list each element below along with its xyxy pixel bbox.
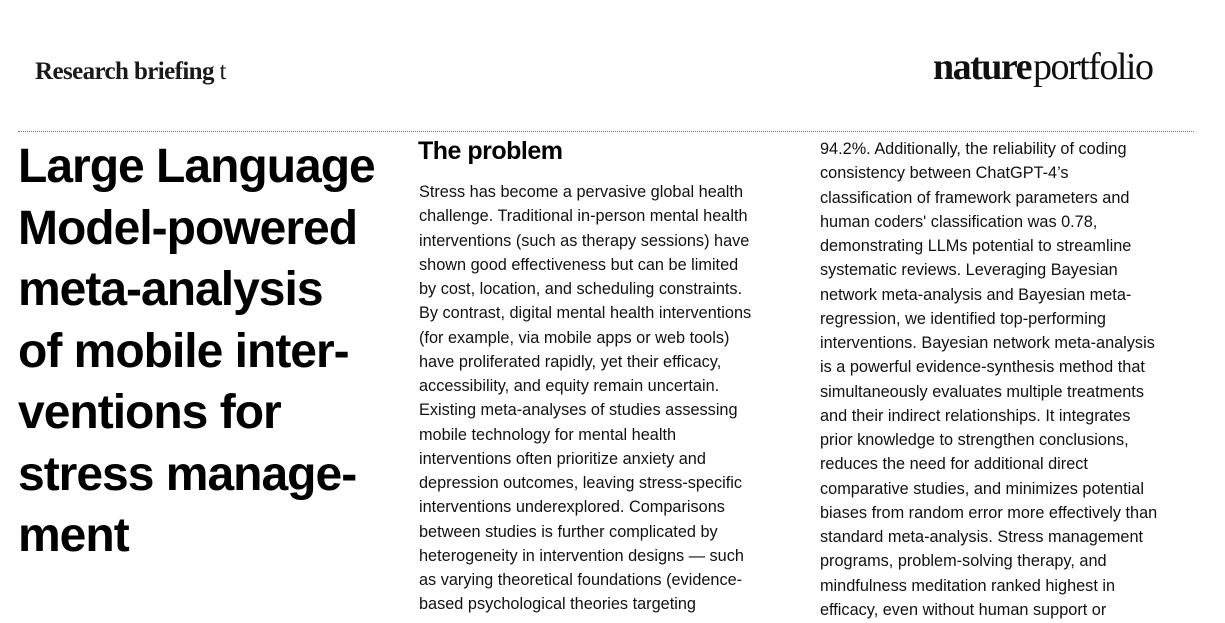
body-line: and their indirect relationships. It integrates (820, 406, 1131, 425)
body-line: systematic reviews. Leveraging Bayesian (820, 261, 1118, 280)
body-line: based psychological theories targeting (419, 595, 696, 614)
body-line: by cost, location, and scheduling constraints. (419, 280, 743, 298)
section-heading: The problem (418, 137, 563, 165)
nature-portfolio-logo (933, 48, 1152, 86)
body-line: shown good effectiveness but can be limited (419, 255, 739, 274)
body-line: comparative studies, and minimizes potential (820, 479, 1144, 498)
body-column-2 (820, 137, 1157, 622)
title-line: ment (18, 509, 129, 562)
body-line: network meta-analysis and Bayesian meta- (820, 285, 1132, 304)
logo-bold-text: nature (933, 46, 1031, 88)
body-line: interventions. Bayesian network meta-analysis (820, 334, 1155, 352)
article-title (18, 136, 403, 567)
body-line: challenge. Traditional in-person mental health (419, 207, 748, 226)
body-line: (for example, via mobile apps or web tools) (419, 328, 730, 347)
title-line: Large Language (18, 140, 375, 193)
body-line: prior knowledge to strengthen conclusions, (820, 431, 1129, 449)
body-line: programs, problem-solving therapy, and (820, 552, 1107, 571)
title-line: stress manage- (18, 447, 357, 501)
body-line: By contrast, digital mental health interventions (419, 304, 752, 323)
body-line: Existing meta-analyses of studies assessing (419, 401, 738, 420)
body-line: have proliferated rapidly, yet their efficacy, (419, 352, 722, 371)
body-line: interventions underexplored. Comparisons (419, 498, 725, 517)
body-line: reduces the need for additional direct (820, 455, 1088, 474)
header-label-text: Research briefing (35, 58, 214, 85)
body-line: accessibility, and equity remain uncertain. (419, 377, 720, 395)
logo-light-text: portfolio (1032, 46, 1153, 88)
body-column-1 (419, 180, 751, 617)
body-line: mobile technology for mental health (419, 425, 677, 444)
header-label (35, 58, 226, 86)
body-line: demonstrating LLMs potential to streamline (820, 237, 1132, 255)
body-line: depression outcomes, leaving stress-specific (419, 474, 743, 492)
body-line: human coders' classification was 0.78, (820, 212, 1098, 231)
body-line: between studies is further complicated by (419, 522, 718, 541)
title-line: meta-analysis (18, 263, 323, 316)
body-line: 94.2%. Additionally, the reliability of coding (820, 140, 1127, 158)
body-line: biases from random error more effectively than (820, 503, 1158, 522)
body-line: consistency between ChatGPT-4’s (820, 164, 1069, 183)
body-line: simultaneously evaluates multiple treatments (820, 382, 1144, 401)
header-label-trail: t (219, 58, 226, 85)
body-line: is a powerful evidence-synthesis method that (820, 358, 1145, 377)
body-line: standard meta-analysis. Stress management (820, 528, 1144, 546)
body-line: heterogeneity in intervention designs — such (419, 546, 744, 565)
body-line: efficacy, even without human support or (820, 600, 1107, 619)
body-line: classification of framework parameters and (820, 188, 1130, 207)
body-line: mindfulness meditation ranked highest in (820, 576, 1116, 595)
body-line: Stress has become a pervasive global health (419, 183, 744, 201)
header-divider (18, 131, 1194, 132)
title-line: ventions for (18, 386, 281, 439)
title-line: Model-powered (18, 201, 358, 255)
body-line: as varying theoretical foundations (evidence- (419, 571, 743, 589)
title-line: of mobile inter- (18, 324, 349, 378)
body-line: interventions often prioritize anxiety and (419, 449, 706, 468)
body-line: regression, we identified top-performing (820, 309, 1106, 328)
body-line: interventions (such as therapy sessions) have (419, 231, 750, 250)
